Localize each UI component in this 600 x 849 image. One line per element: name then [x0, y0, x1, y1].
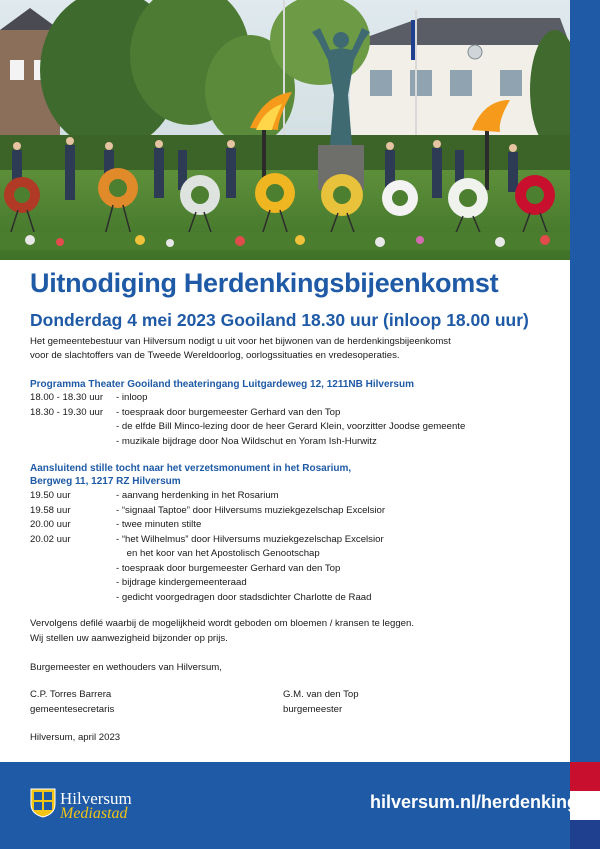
- logo-name: Hilversum: [60, 788, 132, 808]
- intro-line: Het gemeentebestuur van Hilversum nodigt u uit voor het bijwonen van de herdenkingsbijeenkomst: [30, 336, 451, 347]
- schedule-desc: en het koor van het Apostolisch Genootschap: [116, 548, 320, 559]
- logo-tagline: Mediastad: [60, 804, 128, 822]
- closing-paragraph: [30, 617, 414, 646]
- program-heading: Programma Theater Gooiland theateringang Luitgardeweg 12, 1211NB Hilversum: [30, 379, 414, 390]
- schedule-desc: - gedicht voorgedragen door stadsdichter Charlotte de Raad: [116, 591, 372, 603]
- signatory-name: C.P. Torres Barrera: [30, 689, 112, 700]
- logo-text: [60, 788, 132, 822]
- closing-line: Vervolgens defilé waarbij de mogelijkheid wordt geboden om bloemen / kransen te leggen.: [30, 618, 414, 629]
- signatory-name: G.M. van den Top: [283, 689, 359, 700]
- signatory-role: gemeentesecretaris: [30, 703, 115, 715]
- signatory-secretary: [30, 688, 114, 717]
- schedule-time: 18.30 - 19.30 uur: [30, 406, 104, 418]
- schedule-desc: - twee minuten stilte: [116, 519, 202, 530]
- coat-of-arms-icon: [30, 788, 56, 823]
- signatory-mayor: [283, 688, 359, 717]
- schedule-desc: - de elfde Bill Minco-lezing door de heer Gerard Klein, voorzitter Joodse gemeente: [116, 421, 466, 432]
- flag-red-band: [570, 762, 600, 791]
- place-date: Hilversum, april 2023: [30, 732, 121, 743]
- closing-line: Wij stellen uw aanwezigheid bijzonder op prijs.: [30, 632, 228, 644]
- schedule-time: 19.58 uur: [30, 504, 71, 516]
- schedule-desc: - aanvang herdenking in het Rosarium: [116, 490, 279, 501]
- schedule-time: 19.50 uur: [30, 490, 71, 501]
- procession-heading-line: Aansluitend stille tocht naar het verzetsmonument in het Rosarium,: [30, 463, 352, 474]
- schedule-desc: - “signaal Taptoe” door Hilversums muziekgezelschap Excelsior: [116, 504, 386, 516]
- flag-blue-band: [570, 820, 600, 849]
- signoff: Burgemeester en wethouders van Hilversum,: [30, 662, 222, 673]
- schedule-time: 18.00 - 18.30 uur: [30, 392, 104, 403]
- signatory-role: burgemeester: [283, 703, 343, 715]
- schedule-time: 20.02 uur: [30, 533, 71, 545]
- ceremony-photo-image: [0, 0, 570, 260]
- website-link[interactable]: hilversum.nl/herdenking: [369, 792, 578, 812]
- hilversum-logo[interactable]: [30, 788, 132, 823]
- side-stripe: [570, 0, 600, 849]
- procession-heading: [30, 462, 351, 488]
- schedule-desc: - toespraak door burgemeester Gerhard van den Top: [116, 562, 341, 574]
- schedule-desc: - bijdrage kindergemeenteraad: [116, 577, 247, 588]
- schedule-desc: - toespraak door burgemeester Gerhard van den Top: [116, 406, 341, 418]
- ceremony-photo: [0, 0, 570, 260]
- procession-heading-line: Bergweg 11, 1217 RZ Hilversum: [30, 476, 181, 487]
- schedule-desc: - inloop: [116, 392, 148, 403]
- schedule-desc: - “het Wilhelmus” door Hilversums muziekgezelschap Excelsior: [116, 533, 384, 545]
- event-date-location: Donderdag 4 mei 2023 Gooiland 18.30 uur (inloop 18.00 uur): [30, 310, 529, 330]
- intro-paragraph: [30, 335, 560, 363]
- page-title: Uitnodiging Herdenkingsbijeenkomst: [30, 268, 499, 298]
- schedule-time: 20.00 uur: [30, 519, 71, 530]
- intro-line: voor de slachtoffers van de Tweede Wereldoorlog, oorlogssituaties en vredesoperaties.: [30, 350, 400, 361]
- schedule-desc: - muzikale bijdrage door Noa Wildschut en Yoram Ish-Hurwitz: [116, 435, 377, 447]
